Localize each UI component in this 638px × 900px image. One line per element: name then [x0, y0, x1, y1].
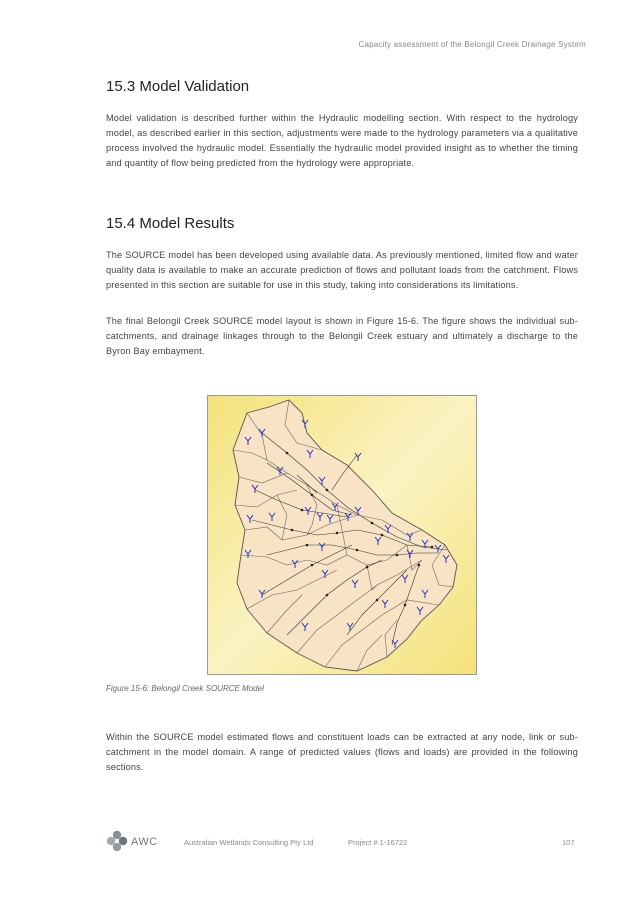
paragraph-model-validation: Model validation is described further within the Hydraulic modelling section. With respect to the hydrology model, as described earlier in this section, adjustments were made to the hydrology parameters via a qualitative process involved the hydraulic model. Essentially the hydraulic model provided insight as to whether the timing and quantity of flow being predicted from the hydrology were appropriate. — [106, 113, 578, 168]
footer-brand: AWC — [131, 836, 158, 848]
footer-company: Australian Wetlands Consulting Pty Ltd — [184, 838, 314, 847]
section-heading-15-4: 15.4 Model Results — [106, 215, 235, 232]
running-header: Capacity assessment of the Belongil Creek Drainage System — [358, 40, 586, 49]
footer-project-number: Project # 1-16722 — [348, 838, 408, 847]
paragraph-model-results-3: Within the SOURCE model estimated flows and constituent loads can be extracted at any node, link or sub-catchment in the model domain. A range of predicted values (flows and loads) are provided in the following sections. — [106, 732, 578, 772]
page-number: 107 — [562, 838, 575, 847]
figure-caption: Figure 15-6: Belongil Creek SOURCE Model — [106, 684, 264, 693]
awc-logo-icon — [106, 830, 128, 852]
source-model-map-figure — [207, 395, 477, 675]
paragraph-model-results-1: The SOURCE model has been developed using available data. As previously mentioned, limited flow and water quality data is available to make an accurate prediction of flows and pollutant loads from the catchment. Flows presented in this section are suitable for use in this study, taking into considerations its limitations. — [106, 250, 578, 290]
section-heading-15-3: 15.3 Model Validation — [106, 78, 250, 95]
paragraph-model-results-2: The final Belongil Creek SOURCE model layout is shown in Figure 15-6. The figure shows the individual sub-catchments, and drainage linkages through to the Belongil Creek estuary and ultimately a discharge to the Byron Bay embayment. — [106, 316, 578, 356]
